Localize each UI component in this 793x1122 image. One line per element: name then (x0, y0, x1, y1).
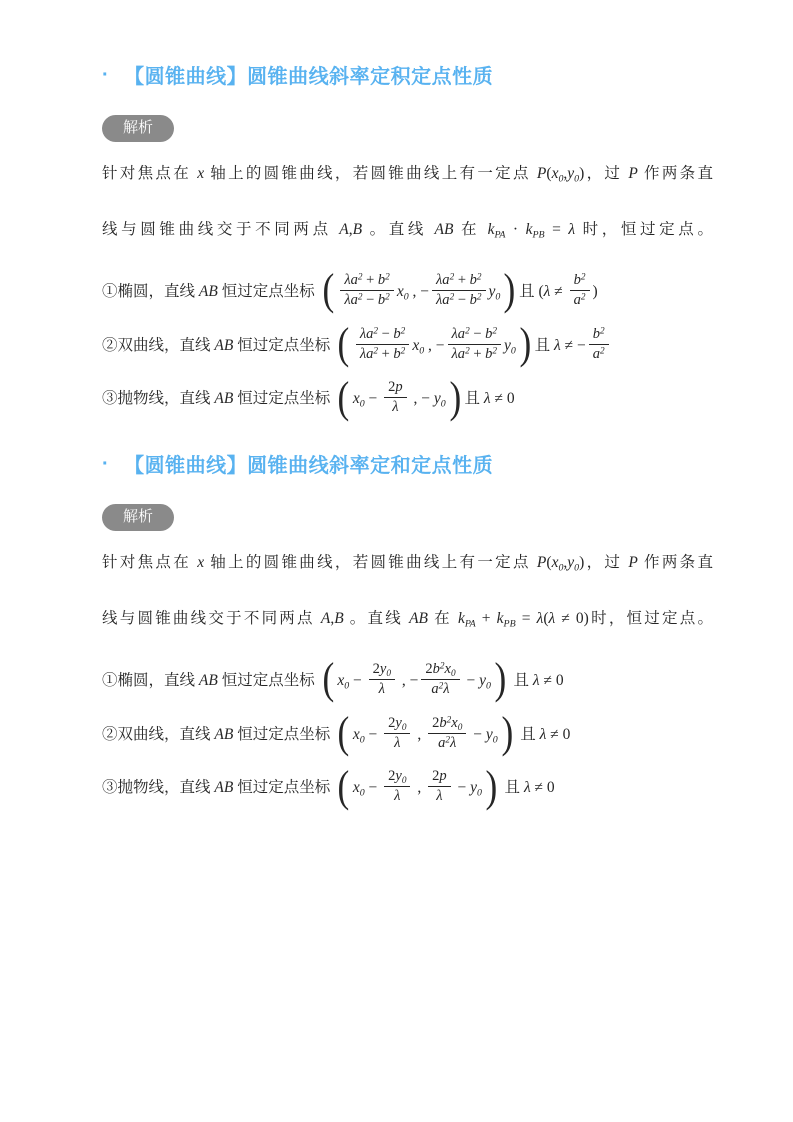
item-line-hyperbola: ②双曲线，直线 AB 恒过定点坐标 ( $\frac{\lambda a^2 - b^2}{\lambda a^2 + b^2}$ $x_0$ , − $\frac{\lambda a^2 - b^2}{\lambda a^2 + b^2}$ $y_0$) 且 λ ≠ − $\frac{b^2}{a^2}$ (102, 327, 713, 366)
analysis-badge: 解析 (102, 115, 174, 142)
paragraph (102, 146, 713, 258)
section-title: 【圆锥曲线】圆锥曲线斜率定积定点性质 (124, 66, 494, 88)
fraction: $\frac{\lambda a^2 + b^2}{\lambda a^2 - b^2}$ (432, 271, 486, 310)
fraction: $\frac{\lambda a^2 - b^2}{\lambda a^2 + b^2}$ (356, 325, 410, 364)
section-slope-product (102, 60, 713, 422)
item-line-ellipse: ①椭圆，直线 AB 恒过定点坐标 ( $\frac{\lambda a^2 + b^2}{\lambda a^2 - b^2}$ $x_0$ , − $\frac{\lambda a^2 + b^2}{\lambda a^2 - b^2}$ $y_0$) 且 (λ ≠ $\frac{b^2}{a^2}$ ) (102, 265, 598, 315)
item-line-ellipse: ①椭圆，直线 AB 恒过定点坐标 ( $x_0$ − $\frac{2y_0}{\lambda}$ , − $\frac{2b^2x_0}{a^2\lambda}$ − $y_0$) 且 λ ≠ 0 (102, 654, 564, 704)
paragraph-line: 针对焦点在 x 轴上的圆锥曲线，若圆锥曲线上有一定点 $P(x_0,y_0)$，过 P 作两条直 (102, 165, 713, 185)
section-heading (102, 60, 713, 89)
paragraph-line: 线与圆锥曲线交于不同两点 A,B 。直线 AB 在 $k_{PA} \cdot k_{PB} = \lambda$ 时，恒过定点。 (102, 221, 713, 241)
fraction: $\frac{2y_0}{\lambda}$ (384, 767, 410, 806)
paragraph-line: 针对焦点在 x 轴上的圆锥曲线，若圆锥曲线上有一定点 $P(x_0,y_0)$，过 P 作两条直 (102, 554, 713, 574)
paragraph (102, 535, 713, 647)
bullet-icon: · (102, 63, 110, 86)
section-title: 【圆锥曲线】圆锥曲线斜率定和定点性质 (124, 455, 494, 478)
fraction: $\frac{2p}{\lambda}$ (384, 378, 407, 417)
analysis-badge: 解析 (102, 504, 174, 531)
fraction: $\frac{2p}{\lambda}$ (428, 767, 451, 806)
fraction: $\frac{\lambda a^2 + b^2}{\lambda a^2 - b^2}$ (340, 271, 394, 310)
fraction: $\frac{2b^2x_0}{a^2\lambda}$ (428, 714, 466, 753)
fraction: $\frac{2y_0}{\lambda}$ (369, 660, 395, 699)
fraction: $\frac{\lambda a^2 - b^2}{\lambda a^2 + b^2}$ (448, 325, 502, 364)
paragraph-line: 线与圆锥曲线交于不同两点 A,B 。直线 AB 在 $k_{PA} + k_{PB} = \lambda(\lambda \ne 0)$时，恒过定点。 (102, 610, 713, 630)
section-slope-sum (102, 449, 713, 811)
item-line-hyperbola: ②双曲线，直线 AB 恒过定点坐标 ( $x_0$ − $\frac{2y_0}{\lambda}$ , $\frac{2b^2x_0}{a^2\lambda}$ − $y_0$) 且 λ ≠ 0 (102, 708, 571, 758)
fraction: $\frac{2y_0}{\lambda}$ (384, 714, 410, 753)
item-line-parabola: ③抛物线，直线 AB 恒过定点坐标 ( $x_0$ − $\frac{2y_0}{\lambda}$ , $\frac{2p}{\lambda}$ − $y_0$) 且 λ ≠ 0 (102, 761, 555, 811)
bullet-icon: · (102, 452, 110, 475)
fraction: $\frac{b^2}{a^2}$ (570, 271, 590, 310)
fraction: $\frac{b^2}{a^2}$ (589, 325, 609, 364)
section-heading (102, 449, 713, 478)
fraction: $\frac{2b^2x_0}{a^2\lambda}$ (421, 660, 459, 699)
item-line-parabola: ③抛物线，直线 AB 恒过定点坐标 ( $x_0$ − $\frac{2p}{\lambda}$ , − $y_0$) 且 λ ≠ 0 (102, 372, 515, 422)
